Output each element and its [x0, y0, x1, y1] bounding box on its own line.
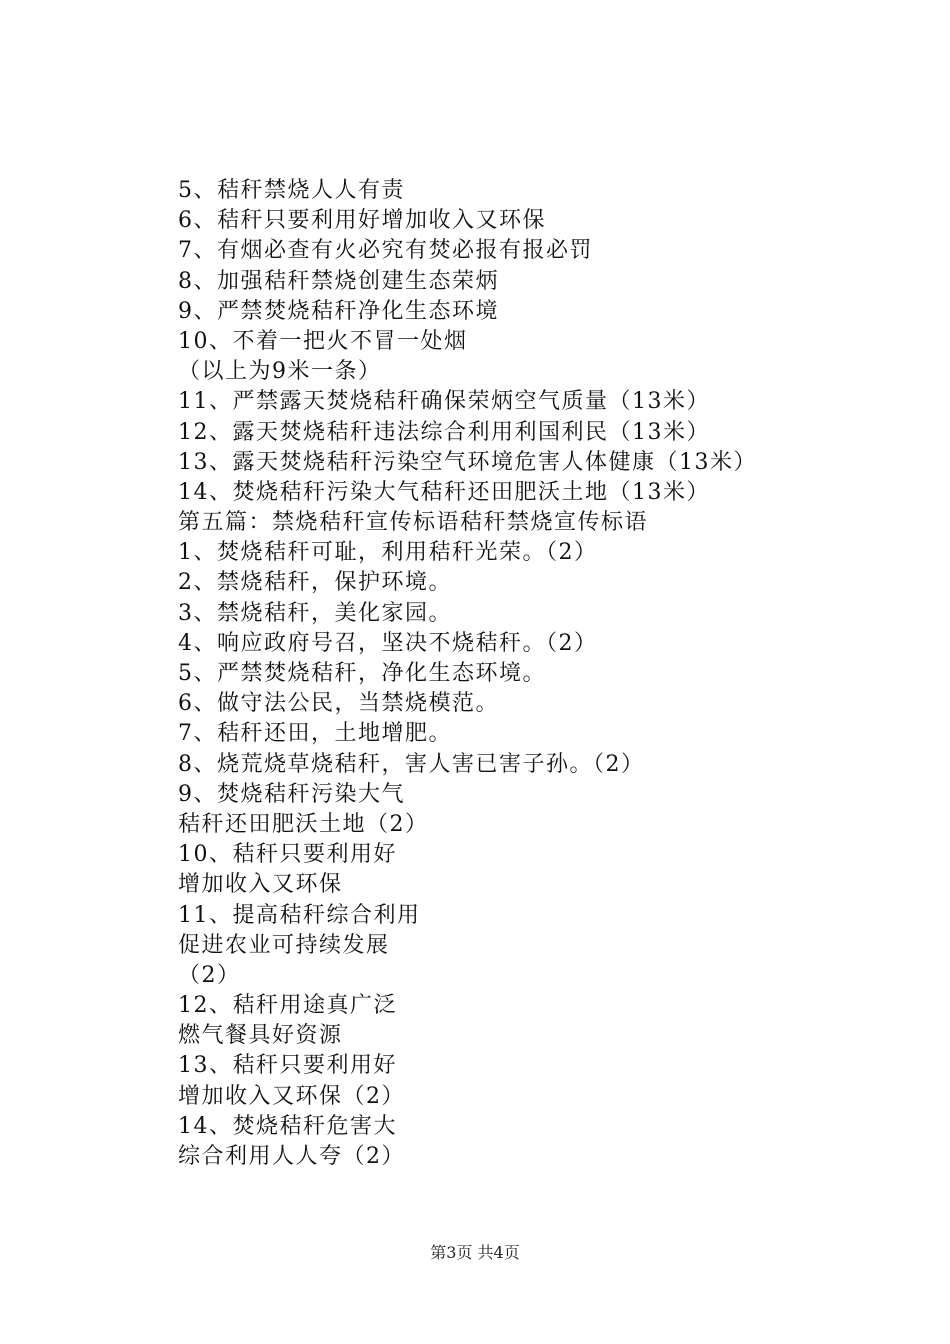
text-line: 10、秸秆只要利用好 — [178, 842, 397, 868]
text-line: 促进农业可持续发展 — [178, 932, 390, 958]
section-heading: 第五篇：禁烧秸秆宣传标语秸秆禁烧宣传标语 — [178, 510, 649, 536]
text-line: 10、不着一把火不冒一处烟 — [178, 328, 468, 354]
text-line: 14、焚烧秸秆污染大气秸秆还田肥沃土地（13米） — [178, 479, 710, 505]
text-line: 增加收入又环保 — [178, 872, 343, 898]
text-line: 秸秆还田肥沃土地（2） — [178, 811, 429, 837]
text-line: 5、严禁焚烧秸秆，净化生态环境。 — [178, 661, 546, 686]
text-line: 9、严禁焚烧秸秆净化生态环境 — [178, 298, 499, 324]
text-line: 7、有烟必查有火必究有焚必报有报必罚 — [178, 238, 593, 264]
text-line: 2、禁烧秸秆，保护环境。 — [178, 570, 452, 596]
text-line: 11、提高秸秆综合利用 — [178, 902, 421, 928]
text-line: 9、焚烧秸秆污染大气 — [178, 781, 405, 807]
text-line: 12、秸秆用途真广泛 — [178, 993, 397, 1019]
text-line: 8、加强秸秆禁烧创建生态荣炳 — [178, 268, 499, 294]
text-line: 1、焚烧秸秆可耻，利用秸秆光荣。（2） — [178, 540, 598, 566]
text-line: 7、秸秆还田，土地增肥。 — [178, 721, 452, 747]
text-line: 燃气餐具好资源 — [178, 1023, 343, 1049]
text-line: （2） — [178, 962, 241, 988]
text-line: 3、禁烧秸秆，美化家园。 — [178, 600, 452, 626]
text-line: 12、露天焚烧秸秆违法综合利用利国利民（13米） — [178, 419, 710, 445]
text-line: 6、做守法公民，当禁烧模范。 — [178, 691, 499, 717]
text-line: 11、严禁露天焚烧秸秆确保荣炳空气质量（13米） — [178, 389, 710, 415]
text-line: （以上为9米一条） — [178, 359, 382, 385]
text-line: 14、焚烧秸秆危害大 — [178, 1113, 397, 1139]
document-body — [178, 176, 878, 1172]
text-line: 5、秸秆禁烧人人有责 — [178, 178, 405, 203]
text-line: 6、秸秆只要利用好增加收入又环保 — [178, 208, 546, 234]
text-line: 综合利用人人夸（2） — [178, 1144, 405, 1169]
text-line: 4、响应政府号召，坚决不烧秸秆。（2） — [178, 630, 598, 656]
page-footer: 第3页 共4页 — [430, 1243, 520, 1262]
text-line: 增加收入又环保（2） — [178, 1083, 405, 1109]
text-line: 13、秸秆只要利用好 — [178, 1053, 397, 1079]
text-line: 8、烧荒烧草烧秸秆，害人害已害子孙。（2） — [178, 751, 645, 777]
text-line: 13、露天焚烧秸秆污染空气环境危害人体健康（13米） — [178, 449, 757, 475]
